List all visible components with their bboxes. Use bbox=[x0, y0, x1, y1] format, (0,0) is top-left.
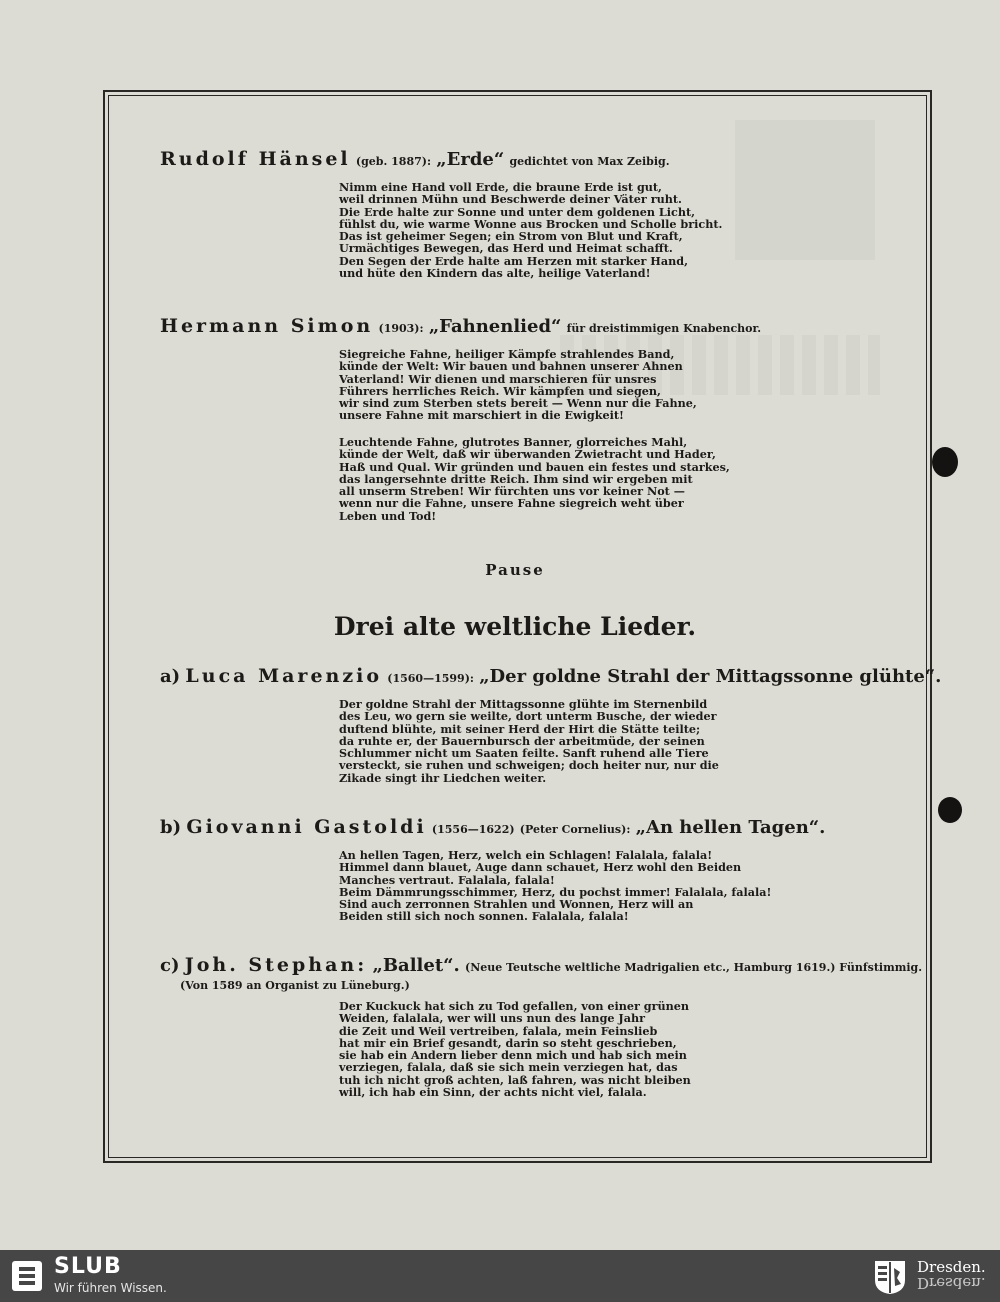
composer-name: Rudolf Hänsel bbox=[160, 148, 351, 170]
lyrics-block bbox=[339, 181, 722, 279]
lyrics-line: Manches vertraut. Falalala, falala! bbox=[339, 872, 555, 887]
lyrics-line: Beiden still sich noch sonnen. Falalala, falala! bbox=[339, 909, 629, 924]
lyrics-line: des Leu, wo gern sie weilte, dort unterm Busche, der wieder bbox=[339, 709, 717, 724]
lyrics-line: Den Segen der Erde halte am Herzen mit starker Hand, bbox=[339, 253, 688, 268]
lyrics-line: und hüte den Kindern das alte, heilige Vaterland! bbox=[339, 266, 651, 281]
lyrics-line: die Zeit und Weil vertreiben, falala, mein Feinslieb bbox=[339, 1023, 658, 1038]
composer-years: (geb. 1887): bbox=[355, 155, 432, 168]
lyrics-line: Die Erde halte zur Sonne und unter dem goldenen Licht, bbox=[339, 204, 696, 219]
lyrics-line: duftend blühte, mit seiner Herd der Hirt die Stätte teilte; bbox=[339, 721, 701, 736]
lyrics-line: sie hab ein Andern lieber denn mich und hab sich mein bbox=[339, 1048, 687, 1063]
lyrics-line: Zikade singt ihr Liedchen weiter. bbox=[339, 770, 547, 785]
slub-logo-icon[interactable] bbox=[10, 1259, 44, 1293]
composer-name: Giovanni Gastoldi bbox=[186, 816, 427, 838]
piece-heading bbox=[160, 816, 825, 838]
punch-hole bbox=[932, 447, 958, 477]
lyrics-line: tuh ich nicht groß achten, laß fahren, was nicht bleiben bbox=[339, 1072, 691, 1087]
lyrics-line: fühlst du, wie warme Wonne aus Brocken und Scholle bricht. bbox=[339, 216, 723, 231]
lyrics-block bbox=[339, 348, 697, 422]
dresden-crest-icon[interactable] bbox=[872, 1258, 908, 1296]
lyrics-block bbox=[339, 1000, 691, 1098]
lyrics-block bbox=[339, 436, 730, 522]
composer-name: Luca Marenzio bbox=[185, 665, 383, 687]
piece-title: „An hellen Tagen“. bbox=[635, 817, 826, 838]
lyrics-line: Der goldne Strahl der Mittagssonne glühte im Sternenbild bbox=[339, 697, 708, 711]
dresden-label: Dresden. bbox=[917, 1258, 986, 1276]
piece-heading bbox=[160, 148, 670, 170]
piece-note: für dreistimmigen Knabenchor. bbox=[566, 322, 762, 335]
lyrics-block bbox=[339, 698, 719, 784]
piece-title: „Fahnenlied“ bbox=[428, 316, 562, 337]
lyrics-line: Urmächtiges Bewegen, das Herd und Heimat schafft. bbox=[339, 241, 673, 256]
piece-heading bbox=[160, 665, 941, 687]
lyrics-line: An hellen Tagen, Herz, welch ein Schlagen! Falalala, falala! bbox=[339, 848, 713, 862]
composer-name: Hermann Simon bbox=[160, 315, 374, 337]
piece-note: gedichtet von Max Zeibig. bbox=[509, 155, 670, 168]
piece-label: c) bbox=[160, 955, 180, 976]
piece-heading bbox=[160, 954, 922, 976]
section-title: Drei alte weltliche Lieder. bbox=[333, 612, 697, 641]
dresden-label-mirror: Dresden. bbox=[917, 1274, 986, 1292]
lyrics-line: unsere Fahne mit marschiert in die Ewigkeit! bbox=[339, 408, 624, 423]
lyrics-line: Siegreiche Fahne, heiliger Kämpfe strahlendes Band, bbox=[339, 347, 675, 361]
lyrics-line: Weiden, falalala, wer will uns nun des lange Jahr bbox=[339, 1011, 645, 1026]
composer-years: (1903): bbox=[378, 322, 424, 335]
lyrics-line: künde der Welt, daß wir überwanden Zwietracht und Hader, bbox=[339, 447, 716, 462]
punch-hole bbox=[938, 797, 962, 823]
lyrics-line: künde der Welt: Wir bauen und bahnen unserer Ahnen bbox=[339, 359, 683, 374]
lyrics-line: Vaterland! Wir dienen und marschieren für unsres bbox=[339, 371, 657, 386]
piece-title: „Der goldne Strahl der Mittagssonne glühte“. bbox=[479, 666, 942, 687]
lyrics-line: Das ist geheimer Segen; ein Strom von Blut und Kraft, bbox=[339, 229, 683, 244]
lyrics-line: weil drinnen Mühn und Beschwerde deiner Väter ruht. bbox=[339, 192, 682, 207]
lyrics-line: wenn nur die Fahne, unsere Fahne siegreich weht über bbox=[339, 496, 684, 511]
composer-years: (1556—1622) bbox=[431, 823, 515, 836]
lyrics-line: all unserm Streben! Wir fürchten uns vor keiner Not — bbox=[339, 484, 685, 499]
lyrics-line: das langersehnte dritte Reich. Ihm sind wir ergeben mit bbox=[339, 471, 693, 486]
piece-subnote bbox=[180, 975, 410, 993]
lyrics-line: Sind auch zerronnen Strahlen und Wonnen, Herz will an bbox=[339, 897, 694, 912]
lyrics-line: Beim Dämmrungsschimmer, Herz, du pochst immer! Falalala, falala! bbox=[339, 884, 772, 899]
piece-note-2: (Von 1589 an Organist zu Lüneburg.) bbox=[180, 979, 410, 992]
slub-slogan: Wir führen Wissen. bbox=[54, 1281, 167, 1295]
composer-years: (1560—1599): bbox=[387, 672, 474, 685]
lyrics-line: Leuchtende Fahne, glutrotes Banner, glorreiches Mahl, bbox=[339, 435, 688, 449]
slub-brand[interactable]: SLUB bbox=[54, 1254, 122, 1279]
piece-note: (Neue Teutsche weltliche Madrigalien etc., Hamburg 1619.) Fünfstimmig. bbox=[465, 961, 923, 974]
lyrics-line: Nimm eine Hand voll Erde, die braune Erde ist gut, bbox=[339, 180, 662, 194]
lyrics-line: will, ich hab ein Sinn, der achts nicht viel, falala. bbox=[339, 1085, 647, 1100]
lyrics-line: versteckt, sie ruhen und schweigen; doch heiter nur, nur die bbox=[339, 758, 719, 773]
piece-note: (Peter Cornelius): bbox=[519, 823, 631, 836]
piece-title: „Erde“ bbox=[436, 149, 505, 170]
lyrics-line: wir sind zum Sterben stets bereit — Wenn nur die Fahne, bbox=[339, 396, 697, 411]
lyrics-line: Führers herrliches Reich. Wir kämpfen und siegen, bbox=[339, 383, 661, 398]
lyrics-line: Leben und Tod! bbox=[339, 508, 437, 523]
lyrics-line: Himmel dann blauet, Auge dann schauet, Herz wohl den Beiden bbox=[339, 860, 742, 875]
lyrics-block bbox=[339, 849, 771, 923]
piece-heading bbox=[160, 315, 761, 337]
lyrics-line: verziegen, falala, daß sie sich mein verziegen hat, das bbox=[339, 1060, 678, 1075]
composer-name: Joh. Stephan: bbox=[184, 954, 368, 976]
lyrics-line: Schlummer nicht um Saaten feilte. Sanft ruhend alle Tiere bbox=[339, 746, 709, 761]
footer-bar bbox=[0, 1250, 1000, 1302]
lyrics-line: Der Kuckuck hat sich zu Tod gefallen, von einer grünen bbox=[339, 999, 689, 1013]
piece-title: „Ballet“. bbox=[372, 955, 460, 976]
piece-label: b) bbox=[160, 817, 182, 838]
lyrics-line: da ruhte er, der Bauernbursch der arbeitmüde, der seinen bbox=[339, 733, 705, 748]
dresden-brand[interactable] bbox=[917, 1260, 986, 1290]
piece-label: a) bbox=[160, 666, 181, 687]
lyrics-line: hat mir ein Brief gesandt, darin so steht geschrieben, bbox=[339, 1035, 677, 1050]
lyrics-line: Haß und Qual. Wir gründen und bauen ein festes und starkes, bbox=[339, 459, 730, 474]
pause-heading: Pause bbox=[485, 561, 545, 579]
